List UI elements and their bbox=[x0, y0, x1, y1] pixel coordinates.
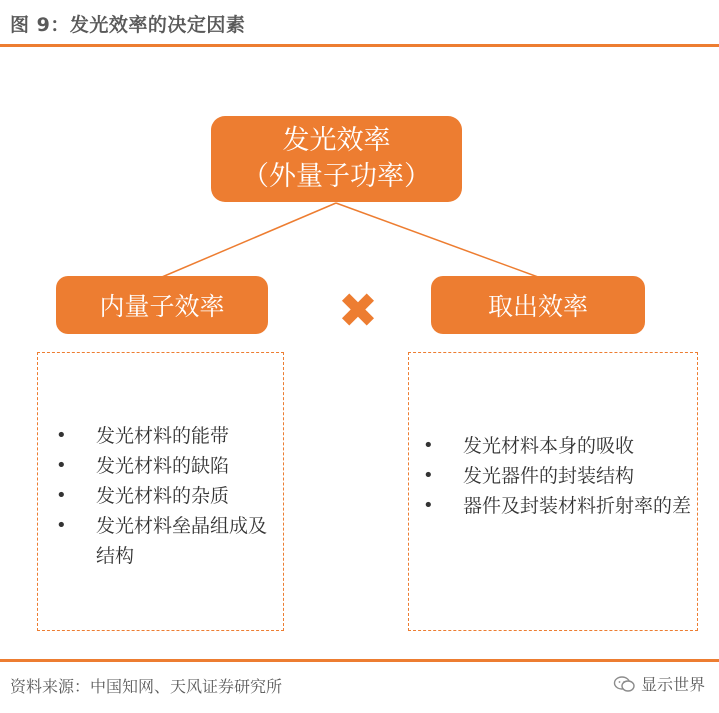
multiply-icon: ✖ bbox=[337, 283, 379, 339]
list-item: • 发光材料本身的吸收 bbox=[423, 431, 693, 461]
efficiency-node-line2: （外量子功率） bbox=[242, 161, 431, 192]
watermark bbox=[613, 672, 705, 695]
internal-quantum-efficiency-node bbox=[56, 276, 268, 334]
efficiency-node-line1: 发光效率 bbox=[282, 124, 391, 156]
figure-title: 图 9：发光效率的决定因素 bbox=[10, 14, 246, 36]
list-item: • 发光材料的杂质 bbox=[56, 481, 278, 511]
internal-quantum-efficiency-label: 内量子效率 bbox=[99, 292, 225, 321]
wechat-icon bbox=[613, 675, 635, 693]
list-item: • 发光材料的缺陷 bbox=[56, 451, 278, 481]
source-note: 资料来源：中国知网、天风证券研究所 bbox=[10, 677, 283, 696]
extraction-efficiency-label: 取出效率 bbox=[487, 292, 588, 321]
connector-right bbox=[336, 203, 538, 277]
internal-factors-panel bbox=[37, 352, 284, 631]
connector-left bbox=[162, 203, 336, 277]
extraction-factors-list bbox=[423, 431, 693, 521]
list-item: • 发光材料的能带 bbox=[56, 421, 278, 451]
bottom-divider bbox=[0, 659, 719, 662]
efficiency-node bbox=[211, 116, 462, 202]
watermark-text: 显示世界 bbox=[640, 675, 705, 694]
extraction-factors-panel bbox=[408, 352, 698, 631]
list-item: • 发光材料垒晶组成及结构 bbox=[56, 511, 278, 571]
internal-factors-list bbox=[56, 421, 278, 571]
top-divider bbox=[0, 44, 719, 47]
list-item: • 发光器件的封装结构 bbox=[423, 461, 693, 491]
list-item: • 器件及封装材料折射率的差 bbox=[423, 491, 693, 521]
extraction-efficiency-node bbox=[431, 276, 645, 334]
